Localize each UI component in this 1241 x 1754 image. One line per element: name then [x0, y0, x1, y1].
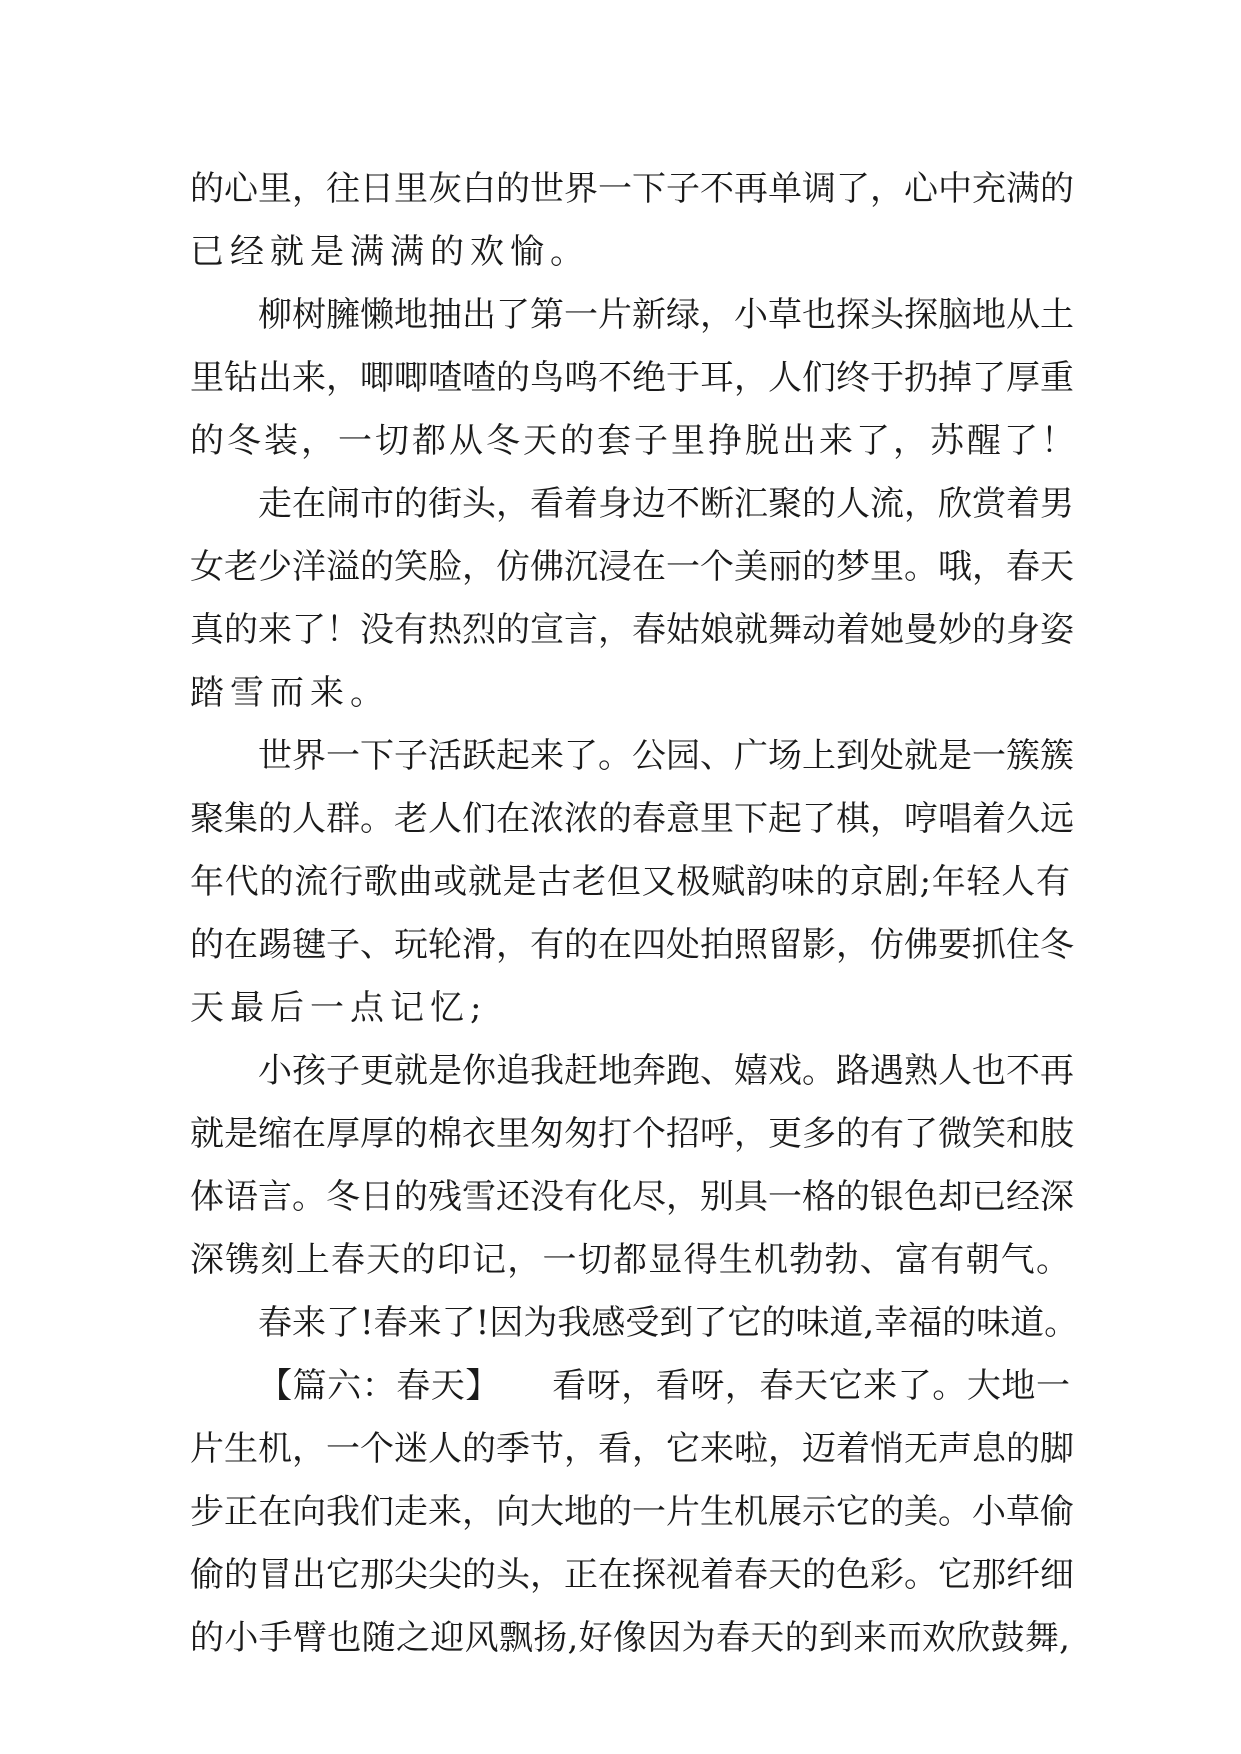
text-line: 走在闹市的街头，看着身边不断汇聚的人流，欣赏着男	[258, 484, 1074, 524]
text-line: 的心里，往日里灰白的世界一下子不再单调了，心中充满的	[190, 169, 1074, 209]
article-body	[190, 158, 1079, 1670]
text-line: 片生机，一个迷人的季节，看，它来啦，迈着悄无声息的脚	[190, 1429, 1074, 1469]
text-line: 小孩子更就是你追我赶地奔跑、嬉戏。路遇熟人也不再	[258, 1051, 1074, 1091]
text-line: 世界一下子活跃起来了。公园、广场上到处就是一簇簇	[258, 736, 1074, 776]
text-line: 女老少洋溢的笑脸，仿佛沉浸在一个美丽的梦里。哦，春天	[190, 547, 1074, 587]
text-line: 已经就是满满的欢愉。	[190, 232, 590, 272]
text-line: 深镌刻上春天的印记，一切都显得生机勃勃、富有朝气。	[190, 1240, 1070, 1280]
text-line: 步正在向我们走来，向大地的一片生机展示它的美。小草偷	[190, 1492, 1074, 1532]
text-line: 偷的冒出它那尖尖的头，正在探视着春天的色彩。它那纤细	[190, 1555, 1074, 1595]
text-line: 春来了!春来了!因为我感受到了它的味道,幸福的味道。	[258, 1303, 1079, 1343]
text-line: 的小手臂也随之迎风飘扬,好像因为春天的到来而欢欣鼓舞,	[190, 1618, 1070, 1658]
text-line: 踏雪而来。	[190, 673, 390, 713]
text-line: 的在踢毽子、玩轮滑，有的在四处拍照留影，仿佛要抓住冬	[190, 925, 1074, 965]
text-line: 年代的流行歌曲或就是古老但又极赋韵味的京剧;年轻人有	[190, 862, 1070, 902]
text-line: 的冬装，一切都从冬天的套子里挣脱出来了，苏醒了！	[190, 421, 1078, 461]
text-line: 就是缩在厚厚的棉衣里匆匆打个招呼，更多的有了微笑和肢	[190, 1114, 1074, 1154]
text-line: 聚集的人群。老人们在浓浓的春意里下起了棋，哼唱着久远	[190, 799, 1074, 839]
text-line: 里钻出来，唧唧喳喳的鸟鸣不绝于耳，人们终于扔掉了厚重	[190, 358, 1074, 398]
section-heading-line: 【篇六：春天】 看呀，看呀，春天它来了。大地一	[258, 1366, 1070, 1406]
text-line: 真的来了！没有热烈的宣言，春姑娘就舞动着她曼妙的身姿	[190, 610, 1074, 650]
text-line: 体语言。冬日的残雪还没有化尽，别具一格的银色却已经深	[190, 1177, 1074, 1217]
text-line: 柳树臃懒地抽出了第一片新绿，小草也探头探脑地从土	[258, 295, 1074, 335]
text-line: 天最后一点记忆;	[190, 988, 488, 1028]
